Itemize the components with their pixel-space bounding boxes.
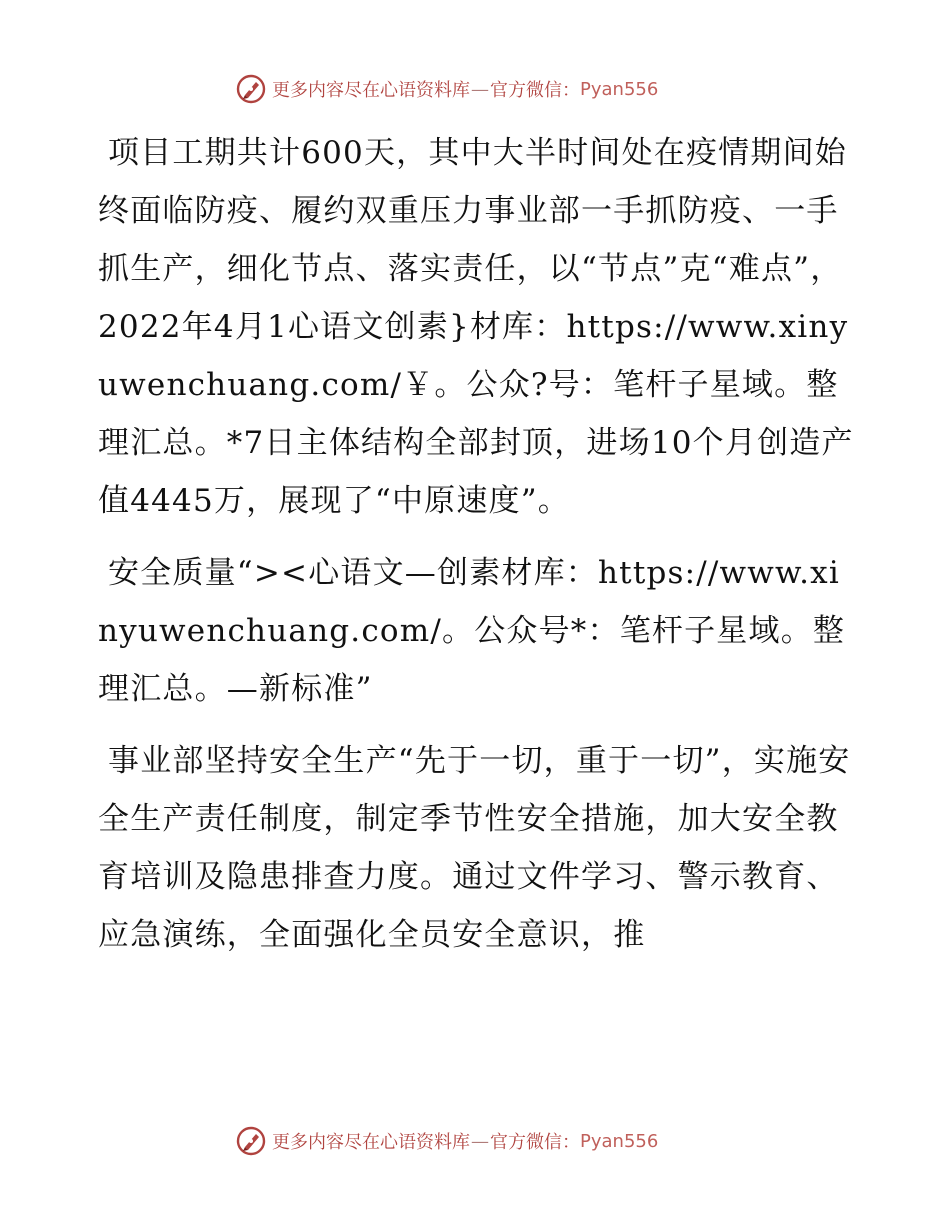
pen-logo-icon [236,74,266,104]
pen-logo-icon [236,1126,266,1156]
paragraph-schedule: 项目工期共计600天，其中大半时间处在疫情期间始终面临防疫、履约双重压力事业部一手抓防疫、一手抓生产，细化节点、落实责任，以“节点”克“难点”，2022年4月1心语文创素}材库：https://www.xinyuwenchuang.com/￥。公众?号：笔杆子星域。整理汇总。*7日主体结构全部封顶，进场10个月创造产值4445万，展现了“中原速度”。 [98,135,854,519]
watermark-wechat-label: 官方微信： [490,1132,580,1153]
watermark-separator: — [471,1130,489,1152]
footer-watermark [236,1124,658,1158]
watermark-site-text: 更多内容尽在心语资料库 [272,80,470,101]
header-watermark [236,72,658,106]
watermark-wechat-id: Pyan556 [580,1130,659,1152]
watermark-separator: — [471,78,489,100]
watermark-wechat-label: 官方微信： [490,80,580,101]
watermark-site-text: 更多内容尽在心语资料库 [272,1132,470,1153]
watermark-wechat-id: Pyan556 [580,78,659,100]
paragraph-safety-heading: 安全质量“><心语文—创素材库：https://www.xinyuwenchuang.com/。公众号*：笔杆子星域。整理汇总。—新标准” [98,555,846,707]
document-body [98,124,858,978]
paragraph-safety-measures: 事业部坚持安全生产“先于一切，重于一切”，实施安全生产责任制度，制定季节性安全措施，加大安全教育培训及隐患排查力度。通过文件学习、警示教育、应急演练，全面强化全员安全意识，推 [98,743,851,953]
